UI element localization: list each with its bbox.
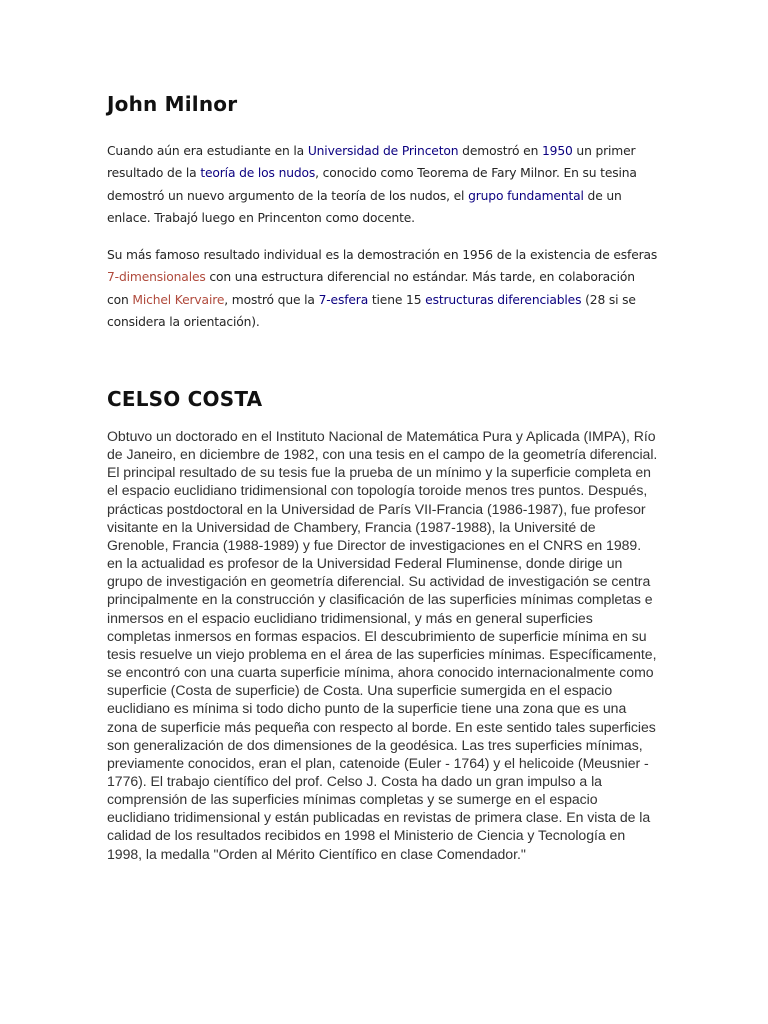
text-run: (28 si se considera la orientación). — [107, 292, 636, 329]
section-heading-celso-costa: CELSO COSTA — [107, 387, 263, 411]
link-estructuras-diferenciables[interactable]: estructuras diferenciables — [425, 292, 582, 307]
section-heading-john-milnor: John Milnor — [107, 92, 238, 116]
text-run: demostró en — [458, 144, 542, 158]
text-run: Su más famoso resultado individual es la demostración en 1956 de la existencia de esferas — [107, 248, 658, 262]
link-7-esfera[interactable]: 7-esfera — [318, 292, 369, 307]
text-run: , mostró que la — [224, 292, 319, 307]
link-teoria-de-los-nudos[interactable]: teoría de los nudos — [200, 166, 316, 181]
link-1950[interactable]: 1950 — [541, 144, 573, 158]
text-run: , conocido como Teorema de Fary Milnor. En su tesina demostró un nuevo argumento de la teoría de los nudos, el — [107, 166, 637, 203]
link-universidad-de-princeton[interactable]: Universidad de Princeton — [307, 144, 459, 158]
text-run: tiene 15 — [368, 292, 426, 307]
link-michel-kervaire[interactable]: Michel Kervaire — [132, 292, 225, 307]
milnor-paragraph-2 — [107, 244, 659, 333]
text-run: Cuando aún era estudiante en la — [107, 144, 308, 158]
costa-paragraph: Obtuvo un doctorado en el Instituto Nacional de Matemática Pura y Aplicada (IMPA), Río de Janeiro, en diciembre de 1982, con una tesis en el campo de la geometría diferencial. El principal resultado de su tesis fue la prueba de un mínimo y la superficie completa en el espacio euclidiano tridimensional con topología toroide menos tres puntos. Después, prácticas postdoctoral en la Universidad de París VII-Francia (1986-1987), fue profesor visitante en la Universidad de Chambery, Francia (1987-1988), la Université de Grenoble, Francia (1988-1989) y fue Director de investigaciones en el CNRS en 1989. en la actualidad es profesor de la Universidad Federal Fluminense, donde dirige un grupo de investigación en geometría diferencial. Su actividad de investigación se centra principalmente en la construcción y clasificación de las superficies mínimas completas e inmersos en el espacio euclidiano tridimensional, y más en general superficies completas inmersos en formas espacios. El descubrimiento de superficie mínima en su tesis resuelve un viejo problema en el área de las superficies mínimas. Específicamente, se encontró con una cuarta superficie mínima, ahora conocido internacionalmente como superficie (Costa de superficie) de Costa. Una superficie sumergida en el espacio euclidiano es mínima si todo dicho punto de la superficie tiene una zona que es una zona de superficie más pequeña con respecto al borde. En este sentido tales superficies son generalización de dos dimensiones de la geodésica. Las tres superficies mínimas, previamente conocidos, eran el plan, catenoide (Euler - 1764) y el helicoide (Meusnier - 1776). El trabajo científico del prof. Celso J. Costa ha dado un gran impulso a la comprensión de las superficies mínimas completas y se sumerge en el espacio euclidiano tridimensional y están publicadas en revistas de primera clase. En vista de la calidad de los resultados recibidos en 1998 el Ministerio de Ciencia y Tecnología en 1998, la medalla "Orden al Mérito Científico en clase Comendador." — [107, 428, 658, 862]
link-7-dimensionales[interactable]: 7-dimensionales — [107, 270, 206, 285]
text-run: de un enlace. Trabajó luego en Princenton como docente. — [107, 188, 622, 225]
milnor-paragraph-1 — [107, 140, 637, 229]
link-grupo-fundamental[interactable]: grupo fundamental — [468, 188, 584, 203]
text-run: un primer resultado de la — [107, 144, 636, 181]
text-run: con una estructura diferencial no estándar. Más tarde, en colaboración con — [107, 270, 635, 307]
